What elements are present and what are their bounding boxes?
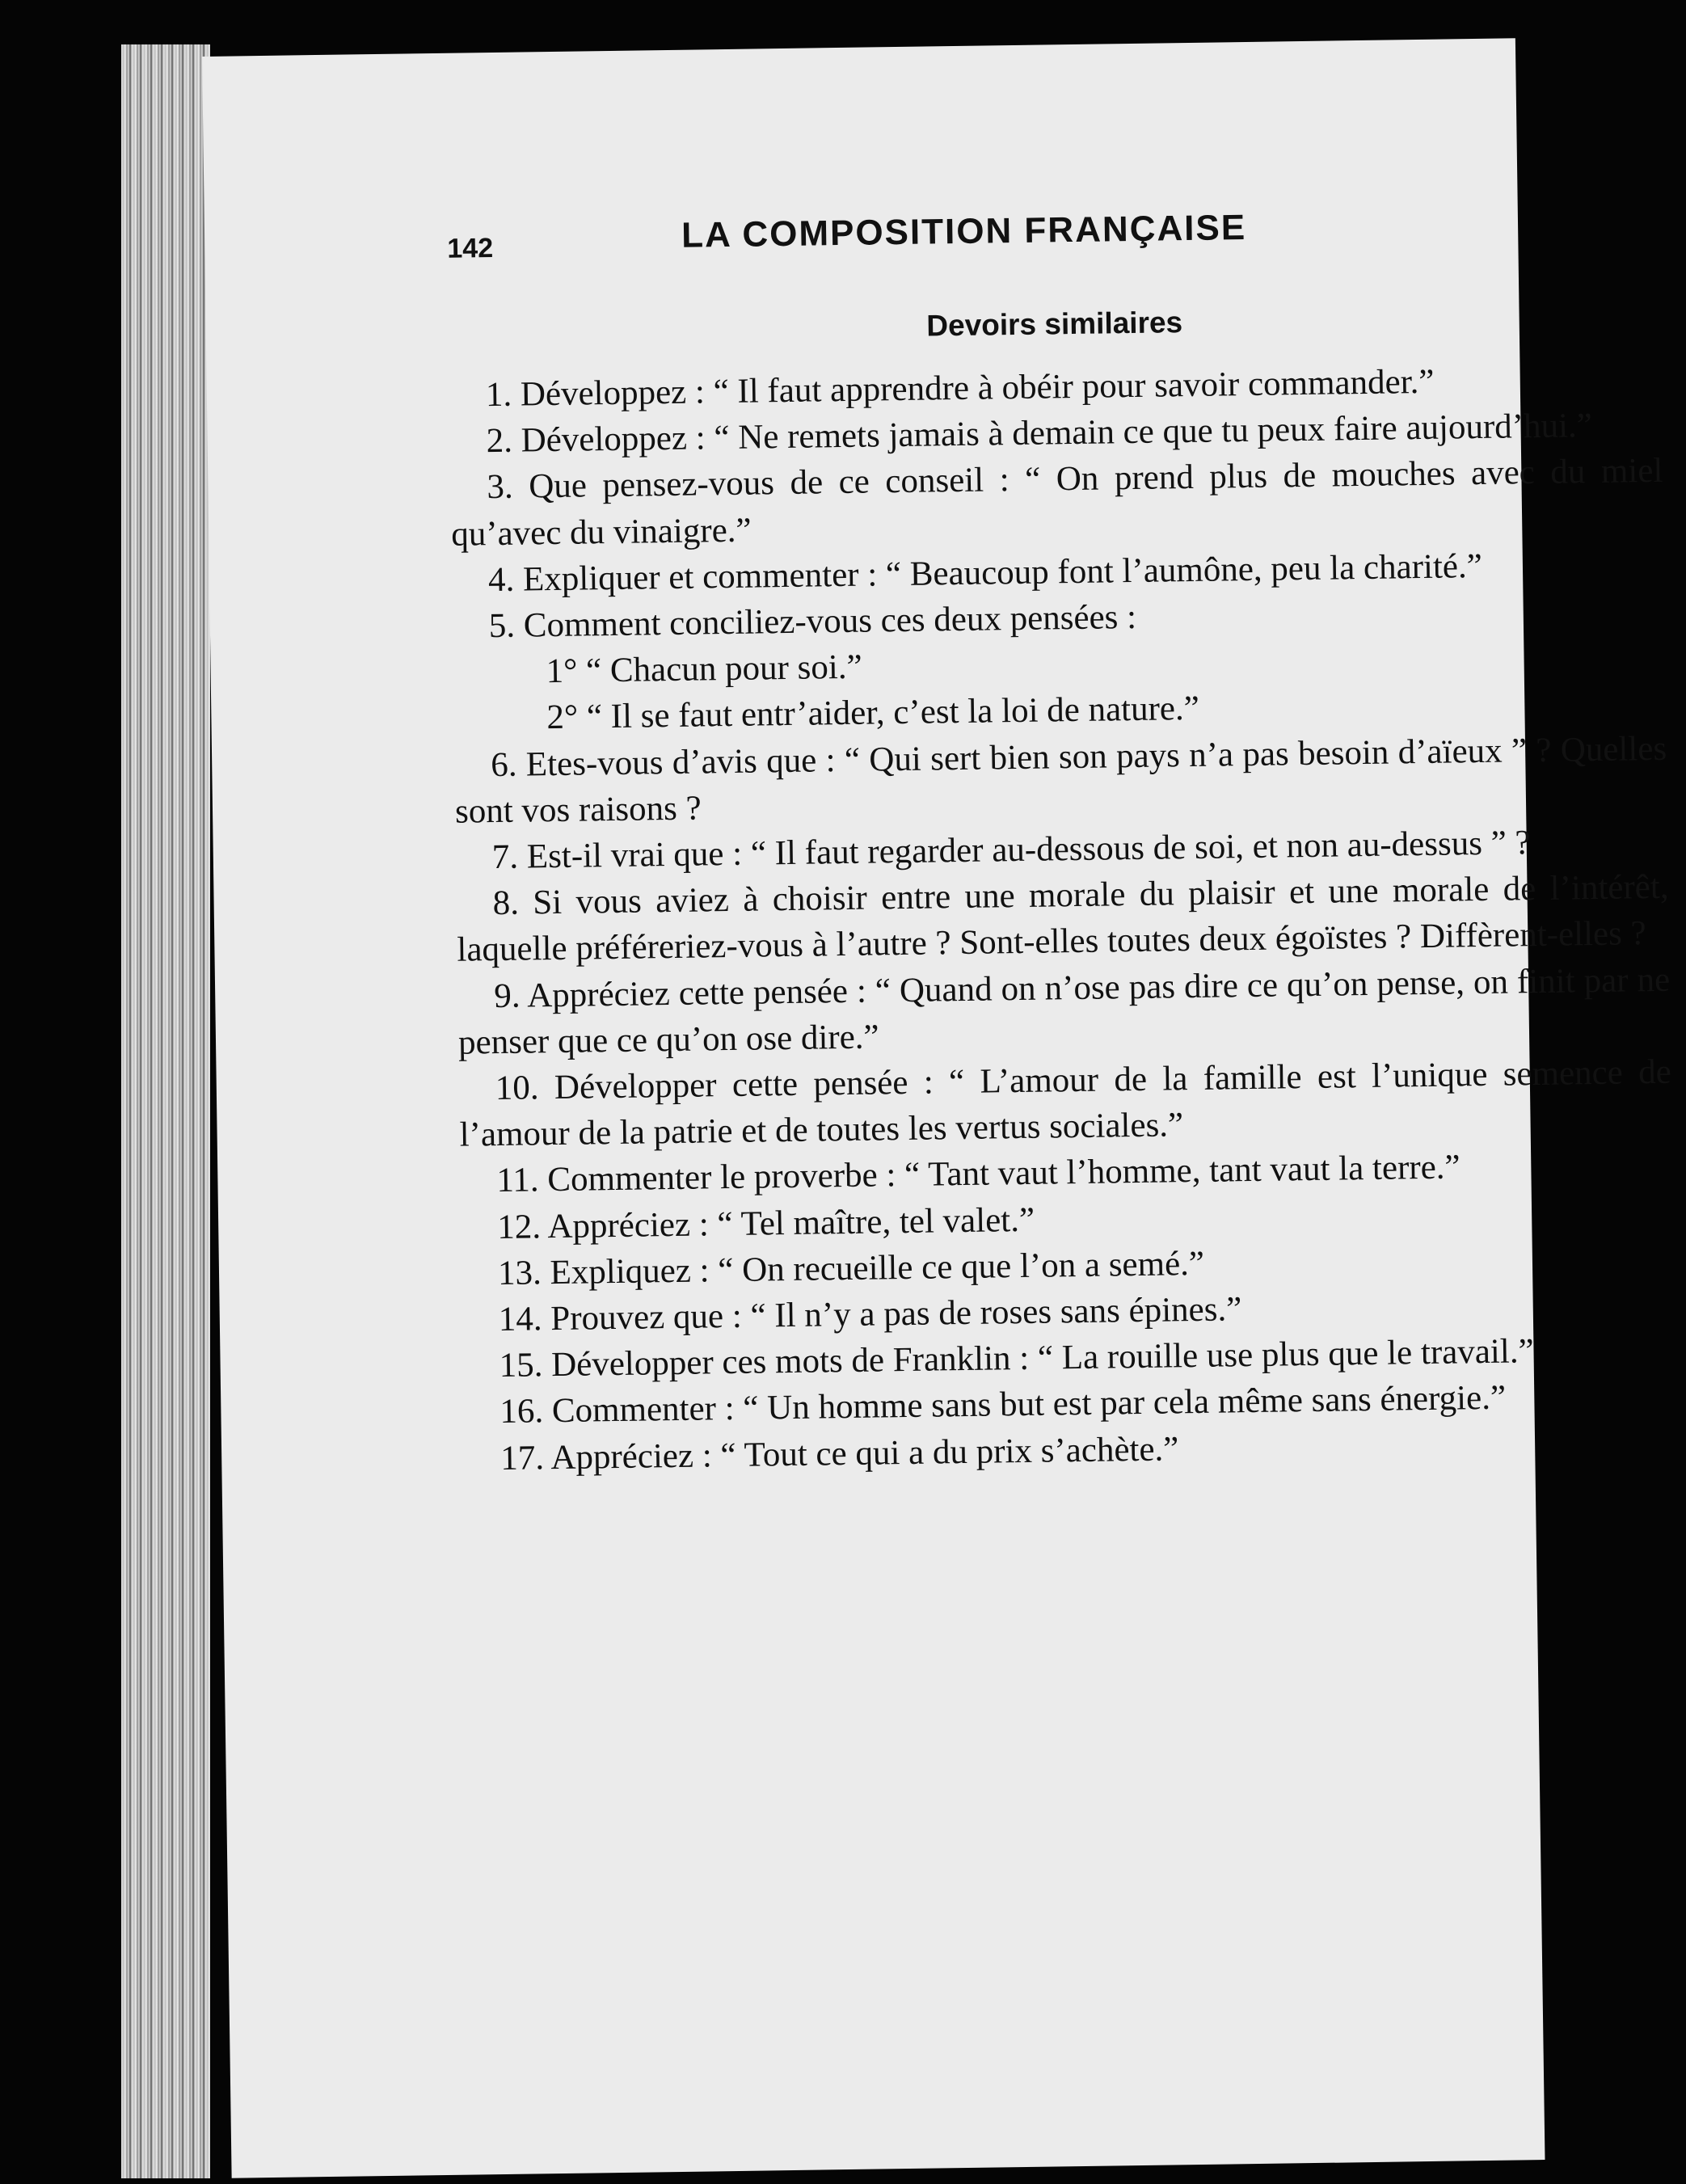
exercise-item: 16. Commenter : “ Un homme sans but est par cela même sans énergie.” [499,1379,1507,1431]
exercise-item: 13. Expliquez : “ On recueille ce que l’on a semé.” [497,1244,1205,1292]
exercise-item: 9. Appréciez cette pensée : “ Quand on n’ose pas dire ce qu’on pense, on finit par ne penser que ce qu’on ose dire.” [457,960,1671,1062]
exercise-item: 6. Etes-vous d’avis que : “ Qui sert bien son pays n’a pas besoin d’aïeux ” ? Quelles sont vos raisons ? [454,729,1667,831]
exercise-item: 3. Que pensez-vous de ce conseil : “ On prend plus de mouches avec du miel qu’avec du vinaigre.” [450,452,1663,554]
exercise-item: 8. Si vous aviez à choisir entre une morale du plaisir et une morale de l’intérêt, laquelle préféreriez-vous à l’autre ? Sont-elles toutes deux égoïstes ? Diffèrent-elles ? [457,868,1669,970]
exercise-item: 11. Commenter le proverbe : “ Tant vaut l’homme, tant vaut la terre.” [496,1148,1460,1200]
exercise-item: 14. Prouvez que : “ Il n’y a pas de roses sans épines.” [498,1290,1242,1339]
page-header [447,204,1498,276]
book-spine-edge [121,44,210,2178]
exercise-item: 5. Comment conciliez-vous ces deux pensées : [488,597,1137,646]
exercise-item: 10. Développer cette pensée : “ L’amour de la famille est l’unique semence de l’amour de la patrie et de toutes les vertus sociales.” [459,1052,1672,1154]
exercise-item: 12. Appréciez : “ Tel maître, tel valet.” [496,1200,1035,1246]
exercise-item: 2. Développez : “ Ne remets jamais à demain ce que tu peux faire aujourd’hui.” [486,407,1593,461]
exercise-subitem: 1° “ Chacun pour soi.” [546,647,862,691]
running-title: LA COMPOSITION FRANÇAISE [681,207,1247,255]
exercise-item: 7. Est-il vrai que : “ Il faut regarder au-dessous de soi, et non au-dessus ” ? [491,824,1531,877]
exercise-list [449,356,1676,1482]
exercise-subitem: 2° “ Il se faut entr’aider, c’est la loi de nature.” [546,689,1200,737]
exercise-item: 17. Appréciez : “ Tout ce qui a du prix s’achète.” [499,1429,1179,1478]
page-number: 142 [447,232,494,264]
section-title: Devoirs similaires [926,306,1183,343]
exercise-item: 15. Développer ces mots de Franklin : “ La rouille use plus que le travail.” [499,1332,1534,1385]
exercise-item: 1. Développez : “ Il faut apprendre à obéir pour savoir commander.” [485,362,1435,415]
book-page [202,38,1672,2178]
exercise-item: 4. Expliquer et commenter : “ Beaucoup font l’aumône, peu la charité.” [487,546,1483,599]
